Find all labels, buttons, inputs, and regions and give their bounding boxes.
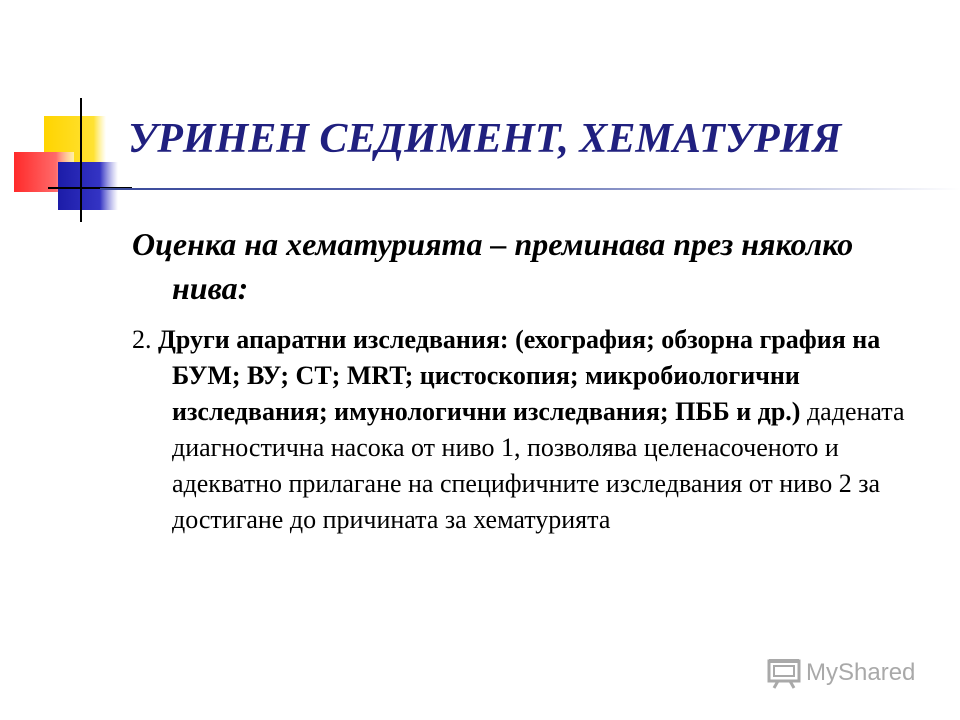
- watermark-text: MyShared: [806, 659, 916, 686]
- presentation-board-icon: [766, 657, 802, 689]
- blue-square: [58, 162, 118, 210]
- watermark-logo: [766, 655, 915, 691]
- item-regular-text: дадената диагностична насока от ниво 1, позволява целенасоченото и адекватно прилагане на специфичните изследвания от ниво 2 за достигане до причината за хематурията: [172, 397, 905, 534]
- lead-paragraph: Оценка на хематурията – преминава през няколко нива:: [132, 226, 854, 306]
- title-underline: [100, 188, 960, 190]
- list-item: [132, 322, 932, 538]
- item-bold-text: Други апаратни изследвания: (ехография; обзорна графия на БУМ; ВУ; СТ; MRT; цистоскопия; микробиологични изследвания; имунологични изследвания; ПББ и др.): [158, 325, 881, 426]
- decorative-squares: [0, 0, 140, 240]
- slide-title: УРИНЕН СЕДИМЕНТ, ХЕМАТУРИЯ: [128, 116, 842, 162]
- slide-body: [132, 222, 932, 538]
- item-number: 2.: [132, 325, 158, 354]
